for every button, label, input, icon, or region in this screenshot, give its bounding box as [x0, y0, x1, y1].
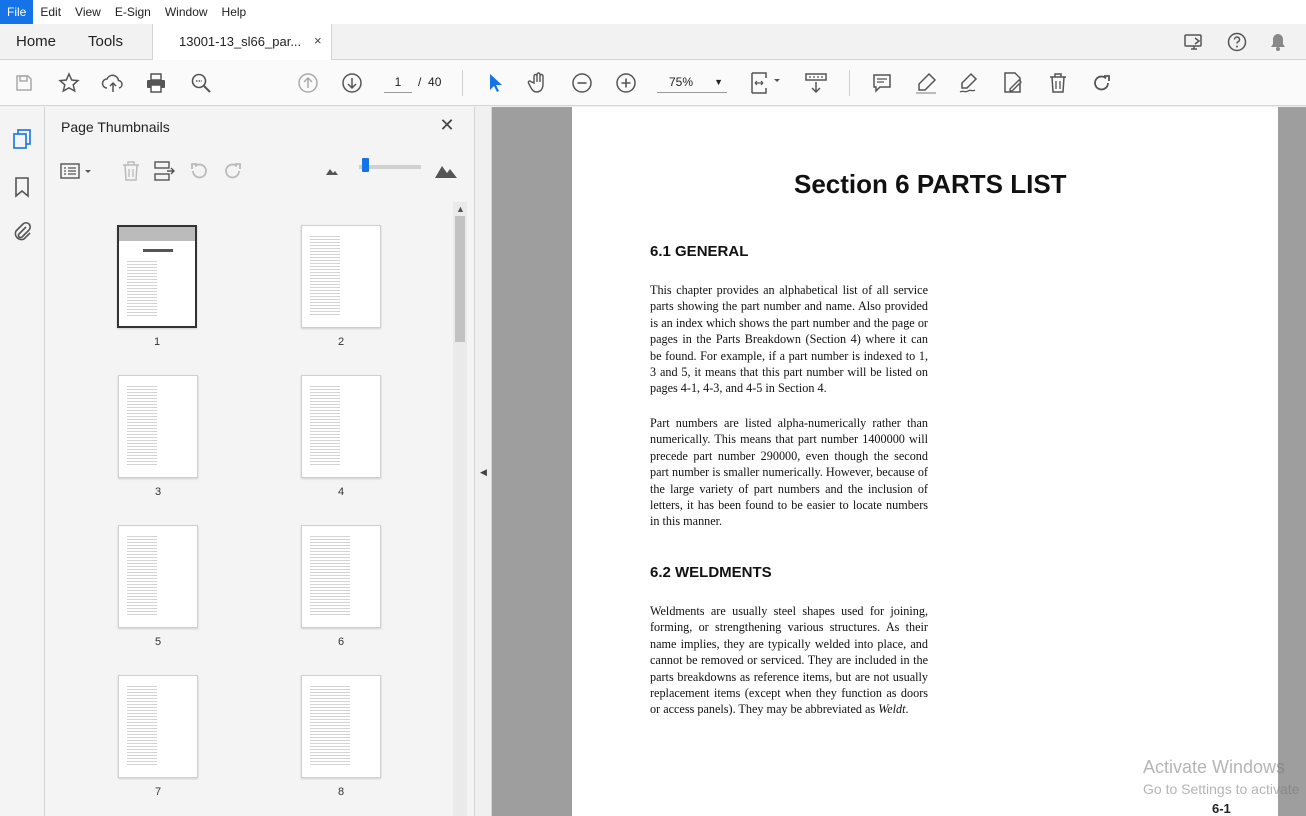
zoom-search-icon[interactable] — [189, 71, 213, 95]
chevron-left-icon[interactable]: ◀ — [480, 467, 487, 477]
previous-page-icon[interactable] — [296, 71, 320, 95]
thumbnail-page-5[interactable] — [118, 525, 198, 628]
menu-view[interactable]: View — [75, 5, 101, 19]
large-thumbnails-icon[interactable] — [433, 159, 459, 183]
small-thumbnails-icon[interactable] — [320, 159, 344, 183]
notifications-bell-icon[interactable] — [1266, 30, 1290, 54]
menu-bar — [0, 0, 1306, 24]
thumbnail-label: 1 — [153, 336, 161, 348]
menu-esign[interactable]: E-Sign — [114, 5, 151, 19]
page-count — [418, 75, 441, 89]
save-icon[interactable] — [12, 71, 36, 95]
rotate-counterclockwise-icon[interactable] — [187, 159, 211, 183]
document-right-gutter — [1278, 107, 1306, 816]
thumbnail-label: 8 — [337, 786, 345, 798]
upload-cloud-icon[interactable] — [101, 71, 125, 95]
panel-title: Page Thumbnails — [61, 119, 170, 135]
page-number: 6-1 — [1212, 801, 1231, 816]
thumbnail-page-2[interactable] — [301, 225, 381, 328]
zoom-in-icon[interactable] — [614, 71, 638, 95]
scroll-up-icon[interactable]: ▲ — [456, 204, 465, 214]
page-thumbnails-icon[interactable] — [10, 127, 34, 151]
thumbnail-page-7[interactable] — [118, 675, 198, 778]
paragraph: This chapter provides an alphabetical list of all service parts showing the part number and name. Also provided is an index which shows the part number and the page or pages in the Parts Breakdown (Section 4) where it can be found. For example, if a part number is indexed to 1, 3 and 5, it means that this part number will be listed on pages 4-1, 4-3, and 4-5 in Section 4. — [650, 283, 928, 396]
thumbnail-label: 5 — [154, 636, 162, 648]
tab-home[interactable]: Home — [16, 33, 57, 50]
thumbnail-label: 7 — [154, 786, 162, 798]
left-navigation-rail — [0, 107, 45, 816]
thumbnail-page-6[interactable] — [301, 525, 381, 628]
paragraph-end: . — [905, 702, 909, 717]
menu-help[interactable]: Help — [221, 5, 247, 19]
comment-icon[interactable] — [870, 71, 894, 95]
section-heading-general: 6.1 GENERAL — [650, 243, 749, 260]
page-separator: / — [418, 75, 422, 89]
help-icon[interactable] — [1225, 30, 1249, 54]
zoom-level-select[interactable] — [657, 71, 727, 93]
share-screen-icon[interactable] — [1182, 30, 1206, 54]
thumbnail-page-3[interactable] — [118, 375, 198, 478]
close-panel-icon[interactable]: ✕ — [439, 115, 455, 135]
zoom-out-icon[interactable] — [570, 71, 594, 95]
thumbnail-page-1[interactable] — [117, 225, 197, 328]
paragraph-text: Weldments are usually steel shapes used for joining, forming, or strengthening various structures. As their name implies, they are typically welded into place, and cannot be removed or serviced. They are included in the parts breakdowns as reference items, but are not usually replacement items (except when they function as doors or access panels). They may be abbreviated as — [650, 604, 928, 717]
bookmarks-icon[interactable] — [10, 175, 34, 199]
tab-row — [0, 24, 1306, 60]
activation-watermark-sub: Go to Settings to activate — [1143, 781, 1300, 797]
thumbnail-size-slider[interactable] — [359, 165, 421, 169]
slider-knob[interactable] — [362, 158, 369, 172]
hand-tool-icon[interactable] — [526, 71, 550, 95]
highlight-pen-icon[interactable] — [914, 71, 938, 95]
main-toolbar — [0, 60, 1306, 106]
italic-term: Weldt — [878, 702, 906, 717]
toolbar-divider — [462, 70, 463, 96]
section-heading-weldments: 6.2 WELDMENTS — [650, 564, 772, 581]
pdf-page — [572, 107, 1278, 816]
page-fit-icon[interactable] — [750, 71, 784, 95]
page-title: Section 6 PARTS LIST — [794, 169, 1067, 199]
document-tab-title: 13001-13_sl66_par... — [179, 34, 302, 49]
next-page-icon[interactable] — [340, 71, 364, 95]
tab-document[interactable] — [152, 24, 332, 60]
thumbnail-list — [45, 202, 453, 816]
thumbnail-page-8[interactable] — [301, 675, 381, 778]
thumbnail-label: 2 — [337, 336, 345, 348]
collapse-panel-handle[interactable] — [476, 107, 492, 816]
draw-sign-icon[interactable] — [957, 71, 981, 95]
thumbnail-scrollbar[interactable] — [453, 202, 467, 816]
paragraph — [650, 603, 928, 718]
thumbnail-label: 3 — [154, 486, 162, 498]
menu-file[interactable]: File — [0, 0, 33, 24]
thumbnail-label: 6 — [337, 636, 345, 648]
page-total: 40 — [428, 75, 442, 89]
menu-edit[interactable]: Edit — [40, 5, 62, 19]
activation-watermark: Activate Windows — [1143, 757, 1286, 777]
thumbnail-label: 4 — [337, 486, 345, 498]
toolbar-divider — [849, 70, 850, 96]
thumbnail-page-4[interactable] — [301, 375, 381, 478]
close-tab-icon[interactable]: × — [314, 33, 322, 48]
thumbnail-options-icon[interactable] — [59, 159, 95, 183]
rotate-clockwise-icon[interactable] — [221, 159, 245, 183]
page-number-input[interactable]: 1 — [384, 71, 412, 93]
scroll-mode-icon[interactable] — [804, 71, 828, 95]
select-cursor-icon[interactable] — [483, 71, 507, 95]
rotate-redo-icon[interactable] — [1090, 71, 1114, 95]
menu-window[interactable]: Window — [164, 5, 208, 19]
attachments-paperclip-icon[interactable] — [10, 220, 34, 244]
insert-page-icon[interactable] — [152, 159, 176, 183]
delete-page-icon[interactable] — [119, 159, 143, 183]
zoom-value: 75% — [669, 75, 694, 89]
edit-pdf-icon[interactable] — [1001, 71, 1025, 95]
page-thumbnails-panel — [45, 107, 475, 816]
chevron-down-icon: ▼ — [714, 77, 723, 87]
paragraph: Part numbers are listed alpha-numerically rather than numerically. This means that part number 1400000 will precede part number 290000, even though the second part number is smaller numerically. However, because of the large variety of part numbers and the inclusion of letters, it has been found to be easier to locate numbers in this manner. — [650, 416, 928, 529]
thumbnail-toolbar — [45, 152, 475, 188]
tab-tools[interactable]: Tools — [88, 33, 124, 50]
scrollbar-thumb[interactable] — [455, 216, 465, 342]
delete-trash-icon[interactable] — [1046, 71, 1070, 95]
print-icon[interactable] — [144, 71, 168, 95]
bookmark-star-icon[interactable] — [57, 71, 81, 95]
